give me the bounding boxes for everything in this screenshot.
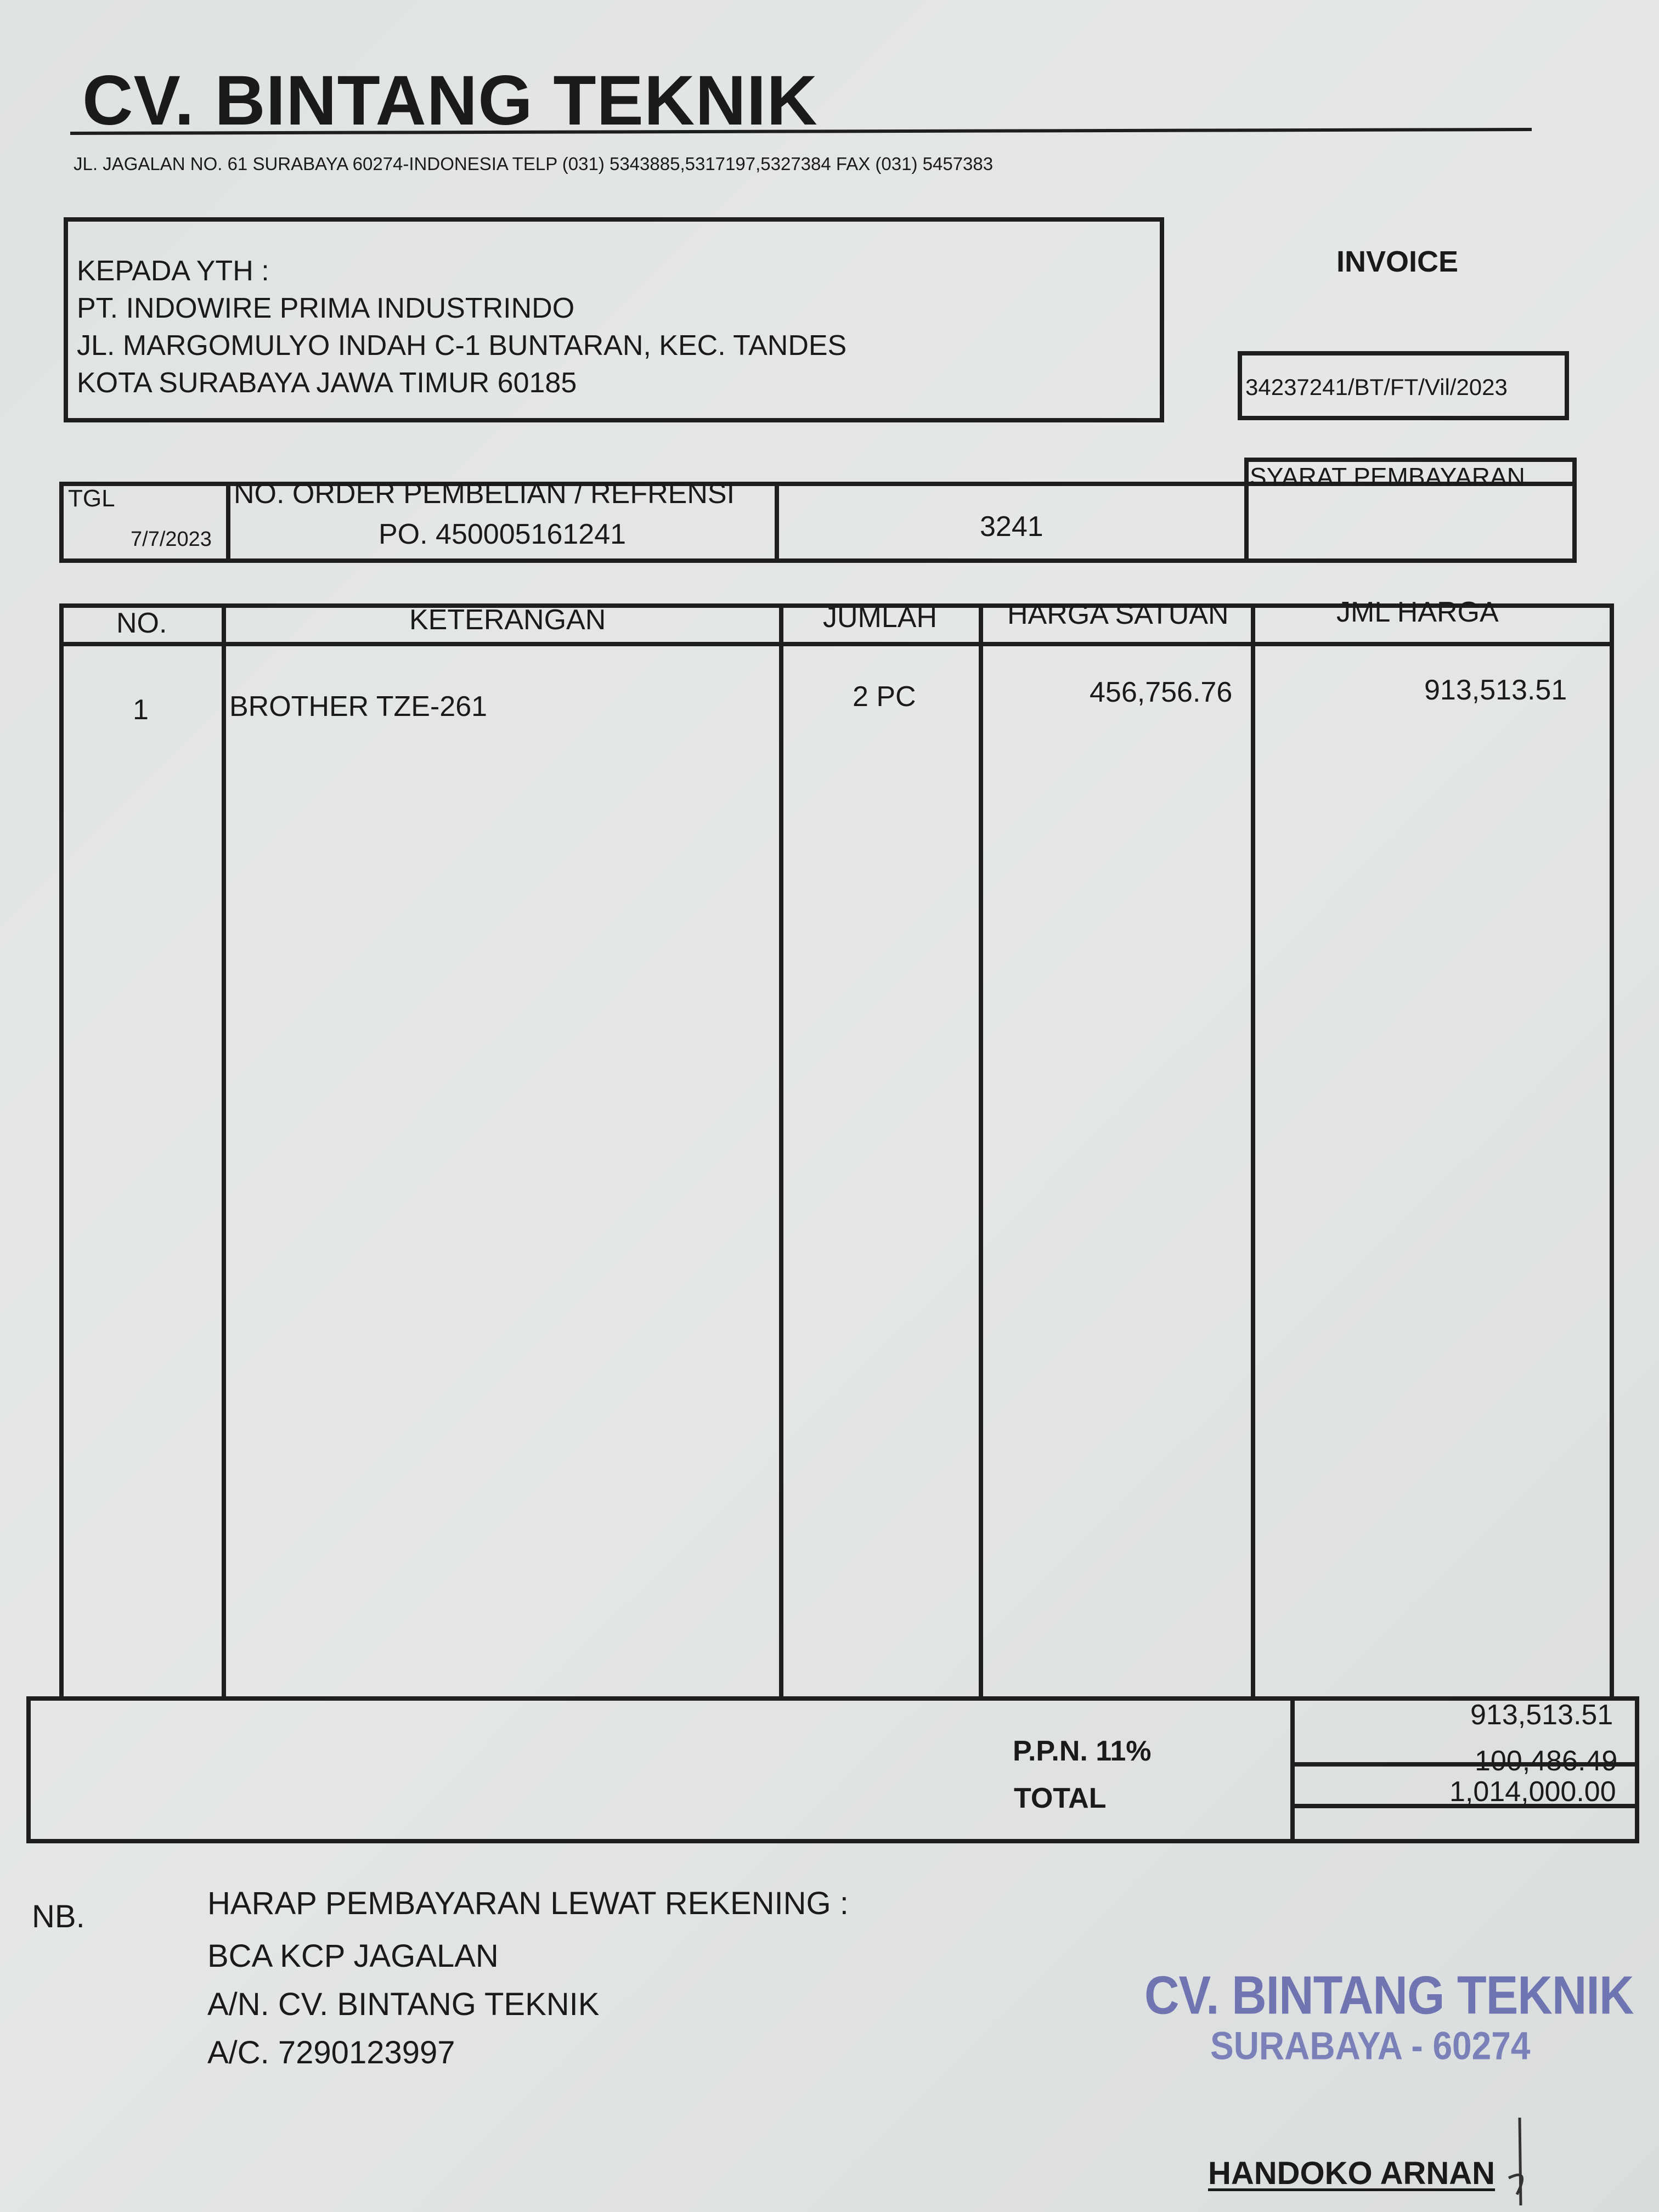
- ppn-label: P.P.N. 11%: [1013, 1735, 1152, 1767]
- order-info-table: [59, 458, 1577, 563]
- header-keterangan: KETERANGAN: [409, 604, 606, 636]
- header-jml-harga: JML HARGA: [1336, 596, 1499, 628]
- invoice-number-box: [1238, 351, 1569, 420]
- company-address: JL. JAGALAN NO. 61 SURABAYA 60274-INDONESIA TELP (031) 5343885,5317197,5327384 FAX (031) 5457383: [74, 154, 994, 174]
- row-no: 1: [133, 694, 149, 726]
- note-label: NB.: [32, 1899, 85, 1934]
- row-amount: 913,513.51: [1424, 674, 1567, 706]
- company-stamp: CV. BINTANG TEKNIK: [1144, 1965, 1634, 2025]
- note-line-2: BCA KCP JAGALAN: [207, 1938, 499, 1974]
- row-unit-price: 456,756.76: [1090, 676, 1233, 708]
- signature-mark: [1492, 2112, 1547, 2212]
- tgl-label: TGL: [68, 485, 115, 512]
- invoice-title: INVOICE: [1336, 245, 1459, 278]
- recipient-address-1: JL. MARGOMULYO INDAH C-1 BUNTARAN, KEC. TANDES: [77, 330, 847, 362]
- ppn-value: 100,486.49: [1475, 1745, 1618, 1777]
- po-number: PO. 450005161241: [379, 518, 627, 550]
- row-description: BROTHER TZE-261: [229, 691, 488, 723]
- company-name: CV. BINTANG TEKNIK: [82, 61, 818, 140]
- row-quantity: 2 PC: [853, 681, 916, 713]
- signer-name: HANDOKO ARNAN: [1208, 2155, 1496, 2191]
- total-value: 1,014,000.00: [1449, 1776, 1616, 1808]
- order-number-label: NO. ORDER PEMBELIAN / REFRENSI: [234, 478, 735, 510]
- header-jumlah: JUMLAH: [823, 602, 938, 634]
- order-date: 7/7/2023: [131, 528, 212, 551]
- recipient-address-2: KOTA SURABAYA JAWA TIMUR 60185: [77, 367, 577, 399]
- invoice-number: 34237241/BT/FT/Vil/2023: [1245, 374, 1508, 400]
- note-line-4: A/C. 7290123997: [207, 2035, 455, 2070]
- total-label: TOTAL: [1014, 1782, 1107, 1814]
- recipient-label: KEPADA YTH :: [77, 255, 269, 287]
- recipient-name: PT. INDOWIRE PRIMA INDUSTRINDO: [77, 292, 575, 324]
- subtotal-value: 913,513.51: [1470, 1699, 1613, 1731]
- payment-terms-label: SYARAT PEMBAYARAN: [1250, 462, 1525, 491]
- note-line-3: A/N. CV. BINTANG TEKNIK: [207, 1987, 600, 2022]
- reference-number: 3241: [980, 511, 1043, 543]
- note-line-1: HARAP PEMBAYARAN LEWAT REKENING :: [207, 1886, 849, 1921]
- header-harga-satuan: HARGA SATUAN: [1007, 599, 1229, 630]
- items-table: [26, 582, 1639, 1843]
- company-stamp-city: SURABAYA - 60274: [1210, 2023, 1531, 2068]
- header-no: NO.: [116, 607, 167, 639]
- recipient-box: [64, 217, 1164, 422]
